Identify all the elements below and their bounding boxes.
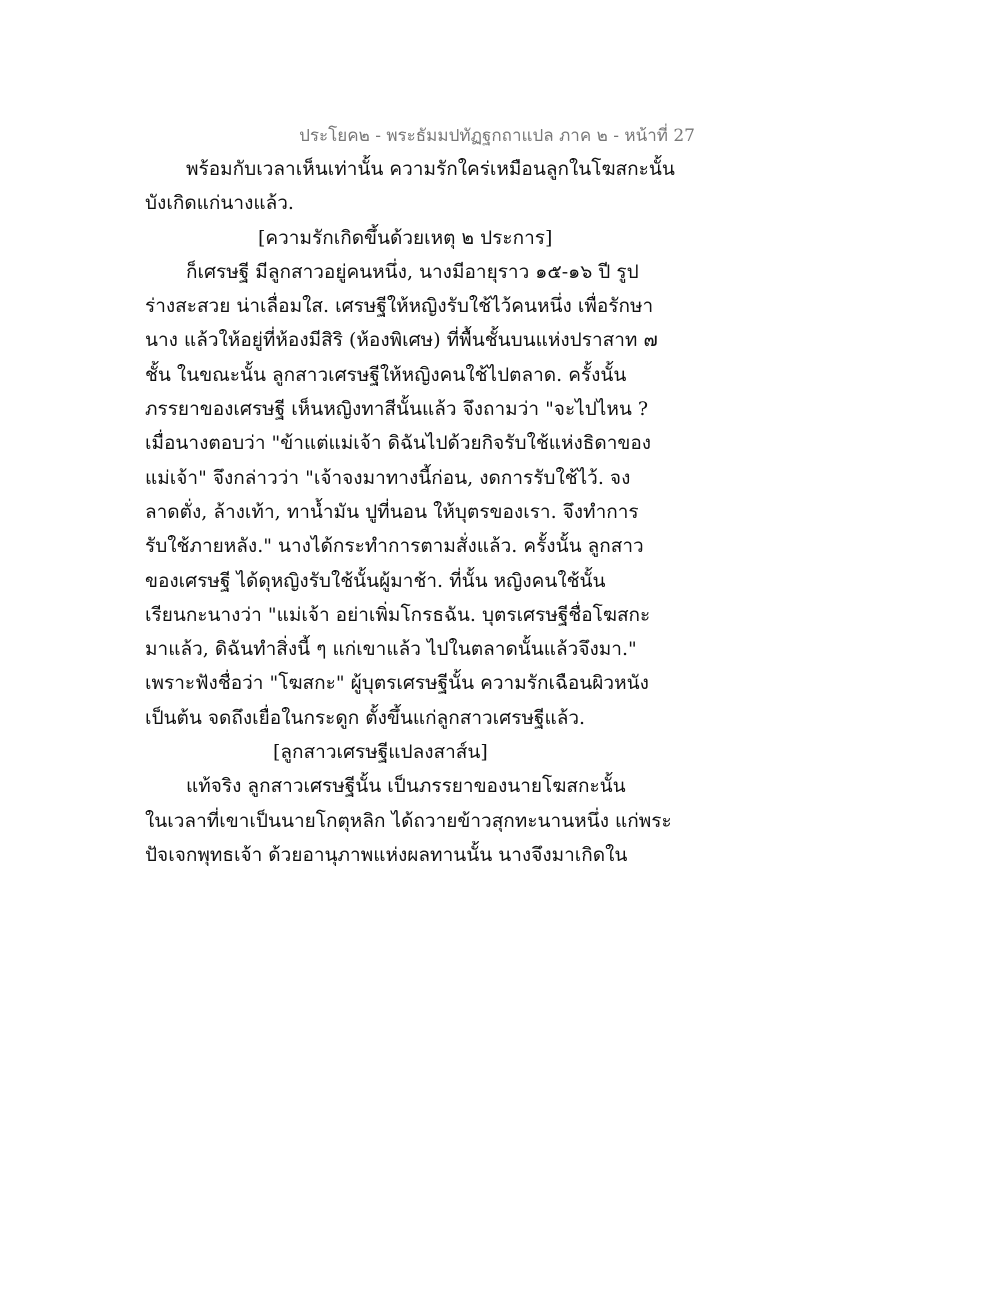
page-header: ประโยค๒ - พระธัมมปทัฏฐกถาแปล ภาค ๒ - หน้าที่ 27: [299, 126, 695, 146]
text-line: เป็นต้น จดถึงเยื่อในกระดูก ตั้งขึ้นแก่ลูกสาวเศรษฐีแล้ว.: [145, 706, 586, 729]
text-line: ในเวลาที่เขาเป็นนายโกตุหลิก ได้ถวายข้าวสุกทะนานหนึ่ง แก่พระ: [145, 809, 672, 832]
text-line: ปัจเจกพุทธเจ้า ด้วยอานุภาพแห่งผลทานนั้น นางจึงมาเกิดใน: [145, 843, 628, 866]
text-line: เรียนกะนางว่า "แม่เจ้า อย่าเพิ่มโกรธฉัน. บุตรเศรษฐีชื่อโฆสกะ: [145, 603, 651, 626]
text-line: แม่เจ้า" จึงกล่าวว่า "เจ้าจงมาทางนี้ก่อน, งดการรับใช้ไว้. จง: [145, 466, 631, 489]
text-line: มาแล้ว, ดิฉันทำสิ่งนี้ ๆ แก่เขาแล้ว ไปในตลาดนั้นแล้วจึงมา.": [145, 638, 637, 661]
text-line: เมื่อนางตอบว่า "ข้าแต่แม่เจ้า ดิฉันไปด้วยกิจรับใช้แห่งธิดาของ: [145, 432, 652, 455]
text-line: ก็เศรษฐี มีลูกสาวอยู่คนหนึ่ง, นางมีอายุราว ๑๕-๑๖ ปี รูป: [186, 260, 639, 283]
text-line: รับใช้ภายหลัง." นางได้กระทำการตามสั่งแล้ว. ครั้งนั้น ลูกสาว: [145, 535, 644, 558]
text-line: ลาดตั่ง, ล้างเท้า, ทาน้ำมัน ปูที่นอน ให้บุตรของเรา. จึงทำการ: [145, 500, 639, 523]
text-line: ร่างสะสวย น่าเลื่อมใส. เศรษฐีให้หญิงรับใช้ไว้คนหนึ่ง เพื่อรักษา: [145, 295, 654, 318]
text-line: เพราะฟังชื่อว่า "โฆสกะ" ผู้บุตรเศรษฐีนั้น ความรักเฉือนผิวหนัง: [145, 672, 649, 695]
body-text: [145, 152, 705, 872]
text-line: พร้อมกับเวลาเห็นเท่านั้น ความรักใคร่เหมือนลูกในโฆสกะนั้น: [186, 158, 675, 180]
text-line: บังเกิดแก่นางแล้ว.: [145, 192, 294, 215]
text-line: ชั้น ในขณะนั้น ลูกสาวเศรษฐีให้หญิงคนใช้ไปตลาด. ครั้งนั้น: [145, 363, 627, 386]
section-heading: [ความรักเกิดขึ้นด้วยเหตุ ๒ ประการ]: [258, 226, 553, 249]
text-line: แท้จริง ลูกสาวเศรษฐีนั้น เป็นภรรยาของนายโฆสกะนั้น: [186, 775, 626, 798]
text-line: ของเศรษฐี ได้ดุหญิงรับใช้นั้นผู้มาช้า. ที่นั้น หญิงคนใช้นั้น: [145, 569, 606, 592]
text-line: ภรรยาของเศรษฐี เห็นหญิงทาสีนั้นแล้ว จึงถามว่า "จะไปไหน ?: [145, 398, 649, 421]
section-heading: [ลูกสาวเศรษฐีแปลงสาส์น]: [273, 741, 488, 764]
text-line: นาง แล้วให้อยู่ที่ห้องมีสิริ (ห้องพิเศษ) ที่พื้นชั้นบนแห่งปราสาท ๗: [145, 329, 658, 352]
